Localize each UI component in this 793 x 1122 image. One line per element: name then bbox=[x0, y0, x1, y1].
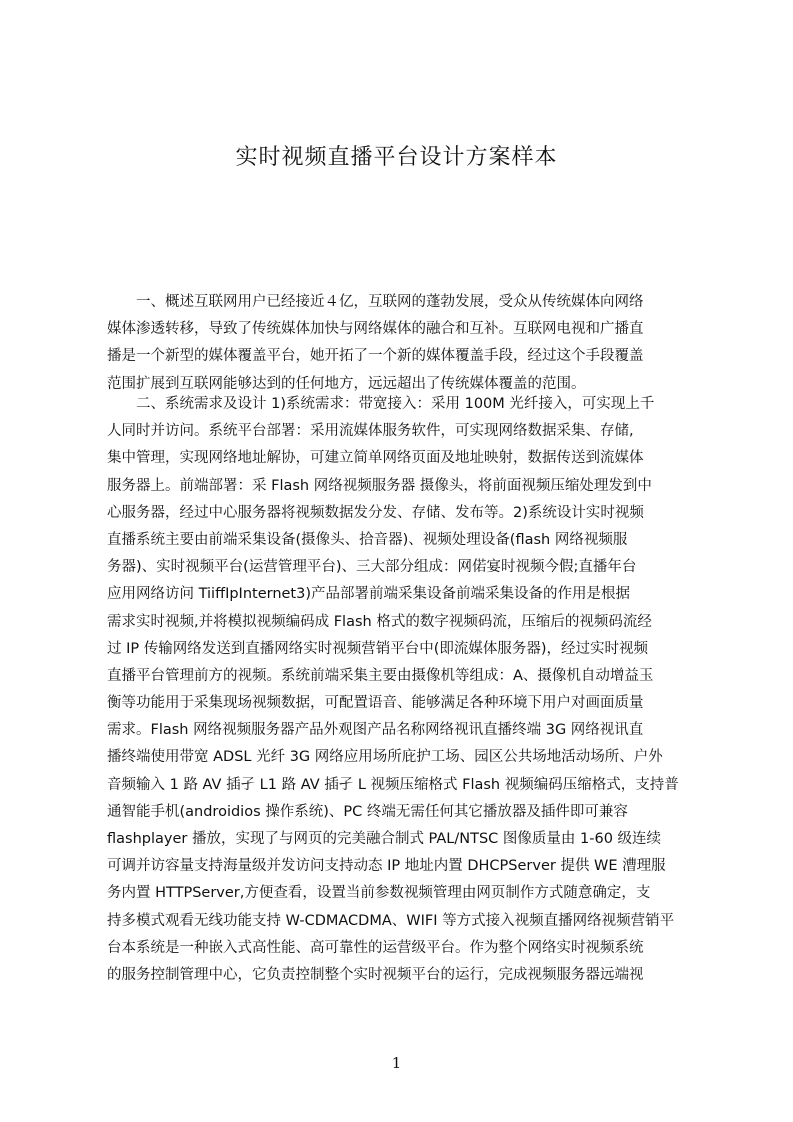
text-line: 媒体渗透转移，导致了传统媒体加快与网络媒体的融合和互补。互联网电视和广播直 bbox=[107, 321, 644, 338]
text-line: 务器)、实时视频平台(运营管理平台)、三大部分组成：网偌宴时视频今假;直播年台 bbox=[107, 559, 637, 576]
text-line: 范围扩展到互联网能够达到的任何地方，远远超出了传统媒体覆盖的范围。 bbox=[107, 375, 586, 392]
text-line: flashplayer 播放，实现了与网页的完美融合制式 PAL/NTSC 图像质量由 1-60 级连续 bbox=[107, 831, 662, 847]
text-line: 音频输入 1 路 AV 插孑 L1 路 AV 插孑 L 视频压缩格式 Flash 视频编码压缩格式，支持普 bbox=[107, 776, 679, 793]
text-line: 播终端使用带宽 ADSL 光纤 3G 网络应用场所庇护工场、园区公共场地活动场所、户外 bbox=[107, 749, 663, 766]
text-line: 人同时并访问。系统平台部署：采用流媒体服务软件，可实现网络数据采集、存储, bbox=[107, 423, 634, 440]
text-line: 服务器上。前端部署：采 Flash 网络视频服务器 摄像头，将前面视频压缩处理发到中 bbox=[107, 477, 652, 494]
page-number: 1 bbox=[391, 1054, 402, 1072]
text-line: 直播平台管理前方的视频。系统前端采集主要由摄像机等组成：A、摄像机自动增益玉 bbox=[107, 667, 654, 684]
text-line: 务内置 HTTPServer,方便查看，设置当前参数视频管理由网页制作方式随意确定，支 bbox=[107, 885, 651, 902]
text-line: 持多模式观看无线功能支持 W-CDMACDMA、WIFI 等方式接入视频直播网络视频营销平 bbox=[107, 912, 675, 929]
text-line: 衡等功能用于采集现场视频数据，可配置语音、能够满足各种环境下用户对画面质量 bbox=[107, 695, 644, 712]
paragraph bbox=[107, 391, 697, 989]
text-line: 一、概述互联网用户已经接近４亿，互联网的蓬勃发展，受众从传统媒体向网络 bbox=[107, 294, 644, 310]
text-line: 心服务器，经过中心服务器将视频数据发分发、存储、发布等。2)系统设计实时视频 bbox=[107, 504, 644, 521]
text-line: 二、系统需求及设计 1)系统需求：带宽接入：采用 100M 光纤接入，可实现上千 bbox=[107, 396, 655, 412]
text-line: 的服务控制管理中心，它负责控制整个实时视频平台的运行，完成视频服务器远端视 bbox=[107, 966, 644, 983]
text-line: 可调并访容量支持海量级并发访问支持动态 IP 地址内置 DHCPServer 提供 WE 漕理服 bbox=[107, 858, 666, 875]
text-line: 应用网络访问 TiiffIpInternet3)产品部署前端采集设备前端采集设备的作用是根据 bbox=[107, 586, 631, 603]
text-line: 播是一个新型的媒体覆盖平台，她开拓了一个新的媒体覆盖手段，经过这个手段覆盖 bbox=[107, 348, 644, 365]
text-line: 需求实时视频,并将模拟视频编码成 Flash 格式的数字视频码流，压缩后的视频码流经 bbox=[107, 613, 652, 630]
text-line: 需求。Flash 网络视频服务器产品外观图产品名称网络视讯直播终端 3G 网络视讯直 bbox=[107, 722, 644, 739]
paragraph-overview bbox=[107, 289, 697, 398]
text-line: 直播系统主要由前端采集设备(摄像头、拾音器)、视频处理设备(flash 网络视频服 bbox=[107, 531, 628, 548]
paragraph-system-requirements bbox=[107, 391, 697, 989]
paragraph bbox=[107, 289, 697, 398]
text-line: 通智能手机(androidios 操作系统)、PC 终端无需任何其它播放器及插件即可兼容 bbox=[107, 803, 628, 820]
document-title: 实时视频直播平台设计方案样本 bbox=[235, 145, 558, 170]
text-line: 集中管理，实现网络地址解协，可建立简单网络页面及地址映射，数据传送到流媒体 bbox=[107, 450, 644, 467]
text-line: 台本系统是一种嵌入式高性能、高可靠性的运营级平台。作为整个网络实时视频系统 bbox=[107, 939, 644, 956]
text-line: 过 IP 传输网络发送到直播网络实时视频营销平台中(即流媒体服务器)，经过实时视频 bbox=[107, 640, 649, 657]
